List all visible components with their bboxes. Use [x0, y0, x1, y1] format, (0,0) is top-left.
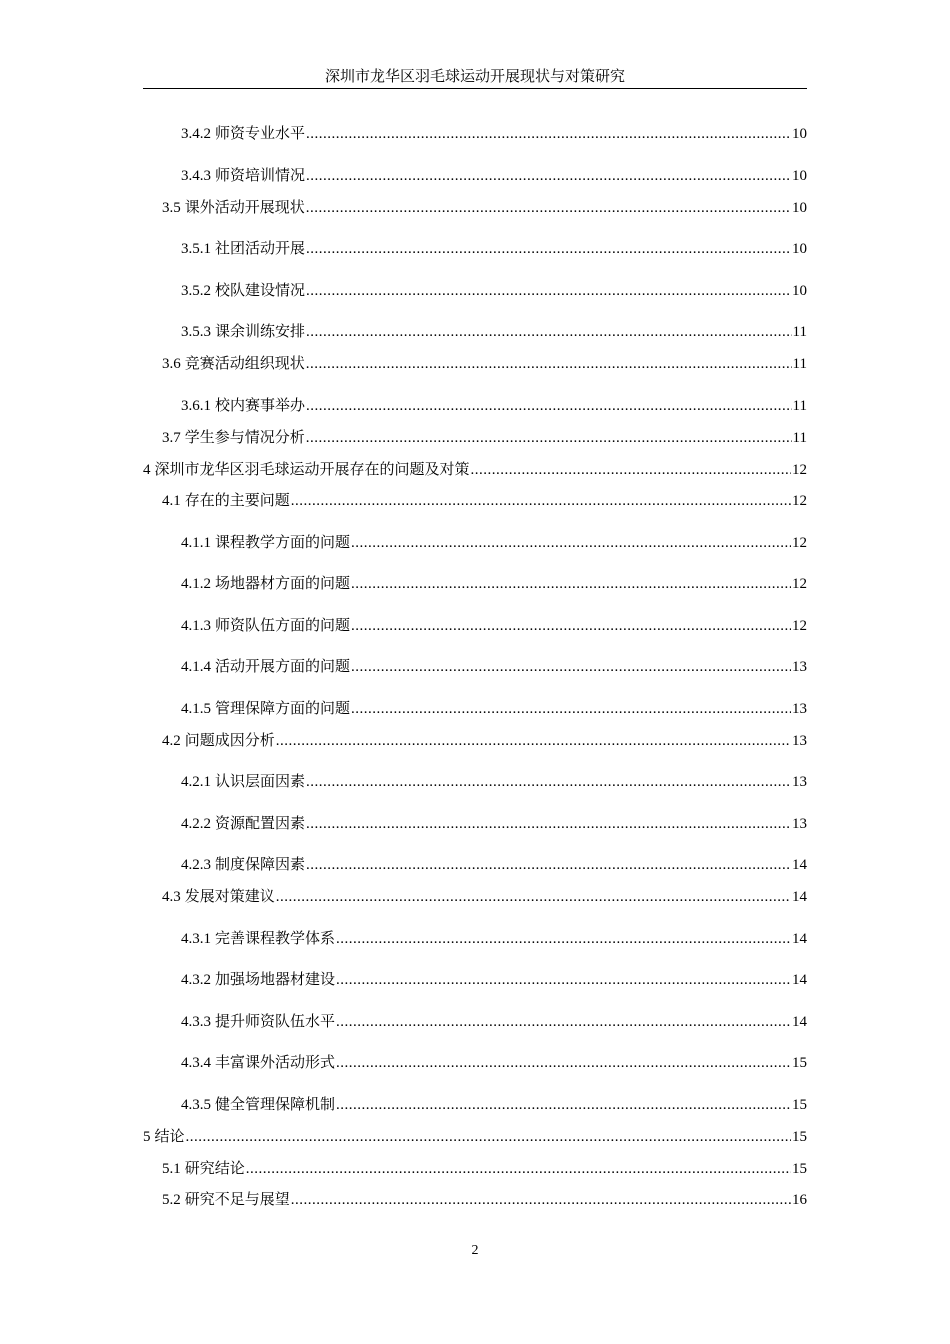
toc-entry-page: 10	[792, 283, 807, 299]
toc-entry-title: 社团活动开展	[215, 241, 306, 257]
toc-entry[interactable]	[181, 123, 807, 145]
toc-entry-number: 4.3.4	[181, 1055, 211, 1071]
toc-entry[interactable]	[181, 532, 807, 554]
toc-entry[interactable]	[162, 197, 807, 219]
toc-entry-title: 学生参与情况分析	[184, 430, 305, 446]
toc-entry-page: 13	[792, 733, 807, 749]
toc-entry-number: 4.2.3	[181, 857, 211, 873]
toc-entry-title: 结论	[154, 1129, 185, 1145]
toc-dot-leader	[276, 886, 791, 908]
toc-entry-page: 12	[792, 535, 807, 551]
toc-entry[interactable]	[181, 280, 807, 302]
toc-entry-page: 14	[792, 972, 807, 988]
toc-entry[interactable]	[162, 886, 807, 908]
toc-entry-title: 完善课程教学体系	[215, 931, 336, 947]
toc-entry-number: 3.5.1	[181, 241, 211, 257]
toc-entry-page: 14	[792, 931, 807, 947]
toc-dot-leader	[336, 928, 791, 950]
toc-entry-title: 存在的主要问题	[184, 493, 290, 509]
toc-entry-title: 问题成因分析	[184, 733, 275, 749]
toc-entry[interactable]	[181, 698, 807, 720]
toc-entry-number: 4.3.1	[181, 931, 211, 947]
toc-dot-leader	[471, 459, 791, 481]
toc-dot-leader	[306, 197, 791, 219]
toc-dot-leader	[351, 615, 791, 637]
toc-entry-number: 4.2.1	[181, 774, 211, 790]
toc-entry-number: 4.3	[162, 889, 181, 905]
toc-entry[interactable]	[181, 771, 807, 793]
page-number: 2	[471, 1243, 479, 1258]
toc-entry-title: 课程教学方面的问题	[215, 535, 351, 551]
toc-entry-page: 11	[792, 398, 807, 414]
toc-dot-leader	[291, 1189, 791, 1211]
toc-entry-number: 4.1	[162, 493, 181, 509]
toc-entry-page: 15	[792, 1161, 807, 1177]
toc-entry-page: 14	[792, 889, 807, 905]
toc-dot-leader	[306, 280, 791, 302]
toc-entry-title: 研究结论	[184, 1161, 245, 1177]
toc-entry-page: 10	[792, 200, 807, 216]
toc-entry-title: 加强场地器材建设	[215, 972, 336, 988]
toc-dot-leader	[306, 321, 792, 343]
toc-entry-number: 4.1.5	[181, 701, 211, 717]
toc-entry[interactable]	[181, 1011, 807, 1033]
toc-entry-page: 15	[792, 1055, 807, 1071]
toc-entry-number: 4.3.2	[181, 972, 211, 988]
toc-entry[interactable]	[181, 165, 807, 187]
toc-entry-number: 5	[143, 1129, 151, 1145]
toc-dot-leader	[306, 123, 791, 145]
toc-dot-leader	[246, 1158, 791, 1180]
toc-dot-leader	[351, 573, 791, 595]
toc-entry-page: 12	[792, 462, 807, 478]
toc-entry-number: 3.5	[162, 200, 181, 216]
toc-entry-title: 资源配置因素	[215, 816, 306, 832]
toc-entry-number: 3.5.2	[181, 283, 211, 299]
toc-entry-number: 3.7	[162, 430, 181, 446]
toc-entry[interactable]	[181, 656, 807, 678]
toc-entry-number: 5.1	[162, 1161, 181, 1177]
toc-dot-leader	[306, 165, 791, 187]
toc-dot-leader	[351, 532, 791, 554]
toc-entry-title: 丰富课外活动形式	[215, 1055, 336, 1071]
toc-entry[interactable]	[162, 1189, 807, 1211]
toc-dot-leader	[336, 1052, 791, 1074]
toc-entry-number: 3.6	[162, 356, 181, 372]
toc-entry-number: 3.4.3	[181, 168, 211, 184]
toc-entry[interactable]	[181, 1094, 807, 1116]
toc-entry[interactable]	[162, 353, 807, 375]
toc-dot-leader	[306, 353, 792, 375]
toc-entry-page: 13	[792, 659, 807, 675]
toc-entry-title: 竞赛活动组织现状	[184, 356, 305, 372]
toc-entry-page: 15	[792, 1129, 807, 1145]
toc-entry-number: 3.4.2	[181, 126, 211, 142]
toc-entry-page: 15	[792, 1097, 807, 1113]
toc-entry-page: 12	[792, 618, 807, 634]
toc-entry[interactable]	[181, 969, 807, 991]
toc-entry-page: 13	[792, 701, 807, 717]
toc-entry-title: 管理保障方面的问题	[215, 701, 351, 717]
toc-entry-page: 13	[792, 816, 807, 832]
toc-entry[interactable]	[181, 928, 807, 950]
toc-entry-page: 13	[792, 774, 807, 790]
toc-entry[interactable]	[181, 321, 807, 343]
toc-entry[interactable]	[181, 1052, 807, 1074]
toc-entry-title: 活动开展方面的问题	[215, 659, 351, 675]
page-header-title: 深圳市龙华区羽毛球运动开展现状与对策研究	[324, 69, 625, 85]
toc-entry-number: 4.2.2	[181, 816, 211, 832]
toc-entry[interactable]	[181, 238, 807, 260]
toc-entry[interactable]	[181, 854, 807, 876]
toc-entry-title: 提升师资队伍水平	[215, 1014, 336, 1030]
toc-entry-title: 课余训练安排	[215, 324, 306, 340]
toc-entry-title: 场地器材方面的问题	[215, 576, 351, 592]
toc-dot-leader	[306, 854, 791, 876]
toc-entry[interactable]	[181, 395, 807, 417]
toc-dot-leader	[306, 395, 792, 417]
toc-entry-page: 14	[792, 1014, 807, 1030]
toc-entry[interactable]	[162, 427, 807, 449]
toc-entry-number: 3.6.1	[181, 398, 211, 414]
page-footer	[0, 1241, 950, 1261]
toc-entry[interactable]	[143, 1126, 807, 1148]
toc-entry-page: 11	[792, 324, 807, 340]
toc-entry-title: 制度保障因素	[215, 857, 306, 873]
toc-entry-number: 4.1.1	[181, 535, 211, 551]
toc-dot-leader	[351, 656, 791, 678]
toc-dot-leader	[186, 1126, 791, 1148]
toc-dot-leader	[306, 427, 792, 449]
toc-entry-title: 研究不足与展望	[184, 1192, 290, 1208]
toc-entry-number: 4	[143, 462, 151, 478]
toc-entry-number: 4.3.5	[181, 1097, 211, 1113]
toc-entry[interactable]	[162, 490, 807, 512]
toc-entry-page: 11	[792, 430, 807, 446]
toc-entry-page: 12	[792, 493, 807, 509]
toc-entry-number: 5.2	[162, 1192, 181, 1208]
toc-entry-page: 16	[792, 1192, 807, 1208]
toc-entry-page: 10	[792, 168, 807, 184]
toc-entry-page: 10	[792, 241, 807, 257]
toc-dot-leader	[336, 1094, 791, 1116]
toc-dot-leader	[291, 490, 791, 512]
toc-entry-title: 发展对策建议	[184, 889, 275, 905]
toc-entry-title: 课外活动开展现状	[184, 200, 305, 216]
toc-entry-number: 4.2	[162, 733, 181, 749]
toc-entry-number: 4.1.4	[181, 659, 211, 675]
toc-entry-title: 校内赛事举办	[215, 398, 306, 414]
toc-entry-title: 健全管理保障机制	[215, 1097, 336, 1113]
toc-dot-leader	[351, 698, 791, 720]
toc-entry-number: 3.5.3	[181, 324, 211, 340]
toc-dot-leader	[306, 813, 791, 835]
toc-entry-page: 12	[792, 576, 807, 592]
toc-entry-number: 4.3.3	[181, 1014, 211, 1030]
toc-entry-title: 师资队伍方面的问题	[215, 618, 351, 634]
toc-entry[interactable]	[181, 573, 807, 595]
toc-dot-leader	[276, 730, 791, 752]
toc-entry-number: 4.1.3	[181, 618, 211, 634]
toc-entry[interactable]	[162, 730, 807, 752]
toc-entry-title: 师资专业水平	[215, 126, 306, 142]
toc-entry-title: 师资培训情况	[215, 168, 306, 184]
toc-entry[interactable]	[181, 813, 807, 835]
toc-entry-number: 4.1.2	[181, 576, 211, 592]
toc-dot-leader	[336, 1011, 791, 1033]
toc-dot-leader	[336, 969, 791, 991]
toc-entry-title: 认识层面因素	[215, 774, 306, 790]
toc-dot-leader	[306, 771, 791, 793]
toc-entry-page: 11	[792, 356, 807, 372]
toc-entry-title: 校队建设情况	[215, 283, 306, 299]
toc-entry[interactable]	[143, 459, 807, 481]
toc-entry-page: 14	[792, 857, 807, 873]
toc-entry-page: 10	[792, 126, 807, 142]
toc-entry-title: 深圳市龙华区羽毛球运动开展存在的问题及对策	[154, 462, 470, 478]
toc-entry[interactable]	[181, 615, 807, 637]
toc-dot-leader	[306, 238, 791, 260]
toc-entry[interactable]	[162, 1158, 807, 1180]
